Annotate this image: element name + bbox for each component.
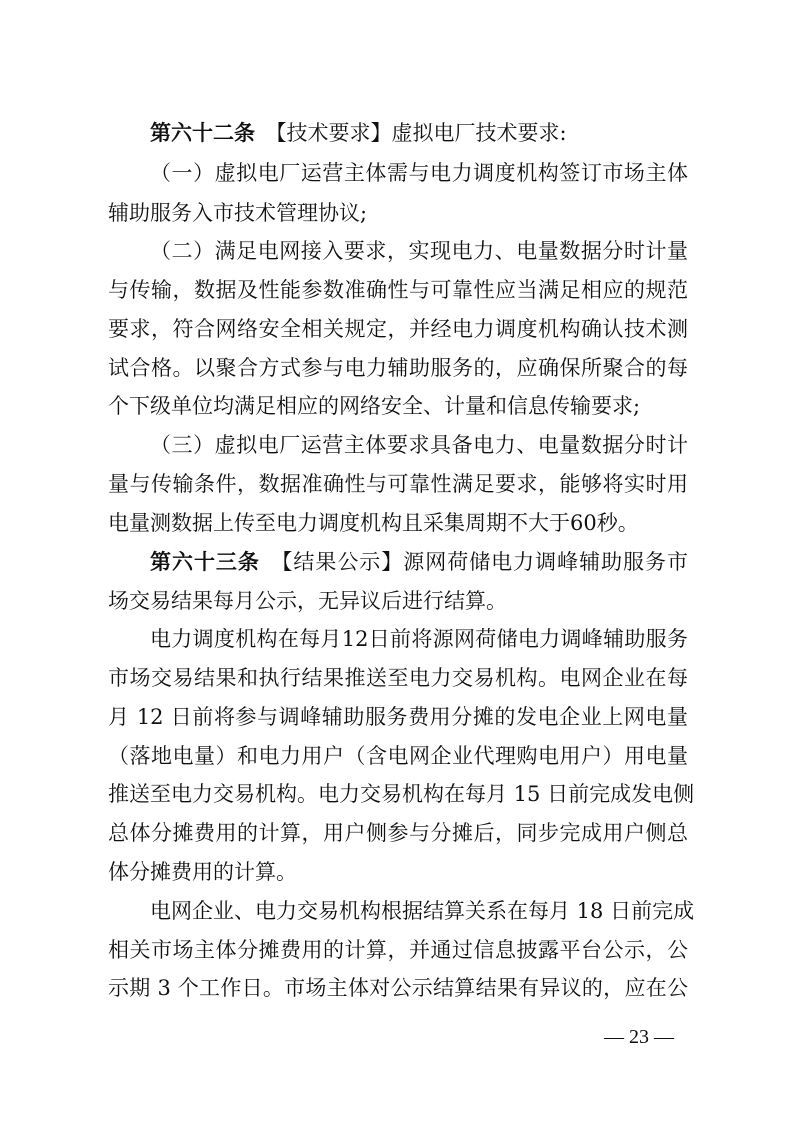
- article-62-item-2-line-5: 个下级单位均满足相应的网络安全、计量和信息传输要求;: [108, 394, 641, 418]
- article-62-heading-space: [255, 121, 276, 145]
- article-63-para-2-line-6: 总体分摊费用的计算，用户侧参与分摊后，同步完成用户侧总: [108, 821, 688, 845]
- article-63-heading-space: [260, 550, 282, 574]
- article-62-title: 【技术要求】虚拟电厂技术要求:: [276, 121, 567, 145]
- article-63-para-2-line-1: 电力调度机构在每月12日前将源网荷储电力调峰辅助服务: [150, 627, 688, 651]
- article-63-para-3-line-1: 电网企业、电力交易机构根据结算关系在每月 18 日前完成: [150, 899, 695, 923]
- article-63-para-2-line-5: 推送至电力交易机构。电力交易机构在每月 15 日前完成发电侧: [108, 782, 695, 806]
- article-63-para-2-line-4: （落地电量）和电力用户（含电网企业代理购电用户）用电量: [108, 744, 688, 768]
- article-62-item-3-line-3: 电量测数据上传至电力调度机构且采集周期不大于60秒。: [108, 511, 639, 535]
- article-63-para-2-line-7: 体分摊费用的计算。: [108, 860, 297, 884]
- article-63-para-2-line-3: 月 12 日前将参与调峰辅助服务费用分摊的发电企业上网电量: [108, 705, 688, 729]
- article-62-item-2-line-3: 要求，符合网络安全相关规定，并经电力调度机构确认技术测: [108, 317, 688, 341]
- page-number: — 23 —: [604, 1026, 674, 1048]
- article-63-heading: 第六十三条: [150, 550, 260, 574]
- article-62-item-1-line-1: （一）虚拟电厂运营主体需与电力调度机构签订市场主体: [150, 161, 688, 185]
- article-63-heading-line: [150, 542, 688, 582]
- article-62-item-2-line-2: 与传输，数据及性能参数准确性与可靠性应当满足相应的规范: [108, 278, 688, 302]
- article-62-item-1-line-2: 辅助服务入市技术管理协议;: [108, 201, 368, 225]
- article-63-para-3-line-2: 相关市场主体分摊费用的计算，并通过信息披露平台公示，公: [108, 938, 688, 962]
- article-62-item-3-line-1: （三）虚拟电厂运营主体要求具备电力、电量数据分时计: [150, 433, 688, 457]
- article-62-heading-line: [150, 113, 688, 153]
- article-63-para-2-line-2: 市场交易结果和执行结果推送至电力交易机构。电网企业在每: [108, 666, 688, 690]
- article-62-item-2-line-4: 试合格。以聚合方式参与电力辅助服务的，应确保所聚合的每: [108, 356, 688, 380]
- article-62-heading: 第六十二条: [150, 121, 255, 145]
- article-63-para-3-line-3: 示期 3 个工作日。市场主体对公示结算结果有异议的，应在公: [108, 976, 688, 1000]
- article-62-item-3-line-2: 量与传输条件，数据准确性与可靠性满足要求，能够将实时用: [108, 472, 688, 496]
- article-63-line-2: 场交易结果每月公示，无异议后进行结算。: [108, 589, 507, 613]
- article-63-line-1: 【结果公示】源网荷储电力调峰辅助服务市: [281, 550, 689, 574]
- article-62-item-2-line-1: （二）满足电网接入要求，实现电力、电量数据分时计量: [150, 239, 688, 263]
